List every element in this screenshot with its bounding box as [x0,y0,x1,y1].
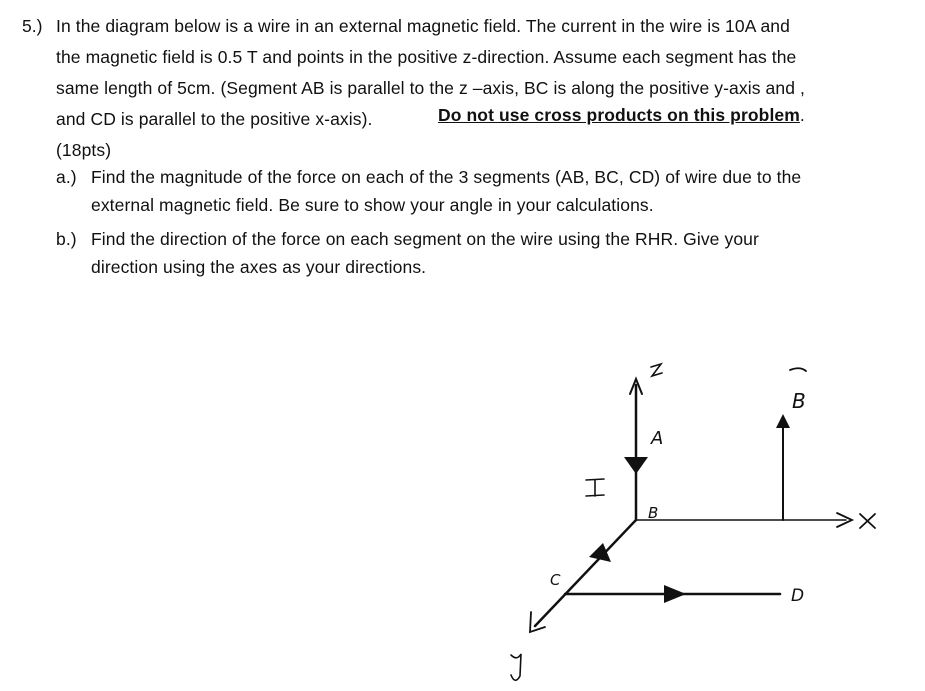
x-label [860,514,875,528]
z-label [651,364,662,376]
problem-line-1: In the diagram below is a wire in an external magnetic field. The current in the wire is 10A and [56,16,790,36]
arrowhead-cd [664,585,686,603]
y-label [511,654,521,680]
problem-line-4: and CD is parallel to the positive x-axis). [56,109,373,129]
points: (18pts) [56,140,112,160]
arrowhead-bc [589,543,611,562]
label-field-b: B [792,389,806,413]
part-b-label: b.) [56,229,77,249]
problem-line-3: same length of 5cm. (Segment AB is parallel to the z –axis, BC is along the positive y-axis and , [56,78,805,98]
label-d: D [791,586,805,606]
part-a-line-2: external magnetic field. Be sure to show your angle in your calculations. [91,195,654,215]
emphasis-period: . [799,105,805,125]
label-a: A [651,428,664,449]
part-b-line-2: direction using the axes as your directions. [91,257,427,277]
part-b-line-1: Find the direction of the force on each segment on the wire using the RHR. Give your [91,229,759,249]
part-a-line-1: Find the magnitude of the force on each of the 3 segments (AB, BC, CD) of wire due to the [91,167,802,187]
emphasis-text: Do not use cross products on this problem [438,105,800,125]
current-symbol [586,479,604,496]
field-vector-cap [790,368,806,371]
problem-number: 5.) [22,16,43,36]
label-c: C [550,571,561,589]
problem-line-2: the magnetic field is 0.5 T and points in the positive z-direction. Assume each segment has the [56,47,797,67]
arrowhead-ab [624,457,648,474]
label-b: B [648,504,659,522]
arrowhead-field [776,414,790,428]
part-a-label: a.) [56,167,77,187]
